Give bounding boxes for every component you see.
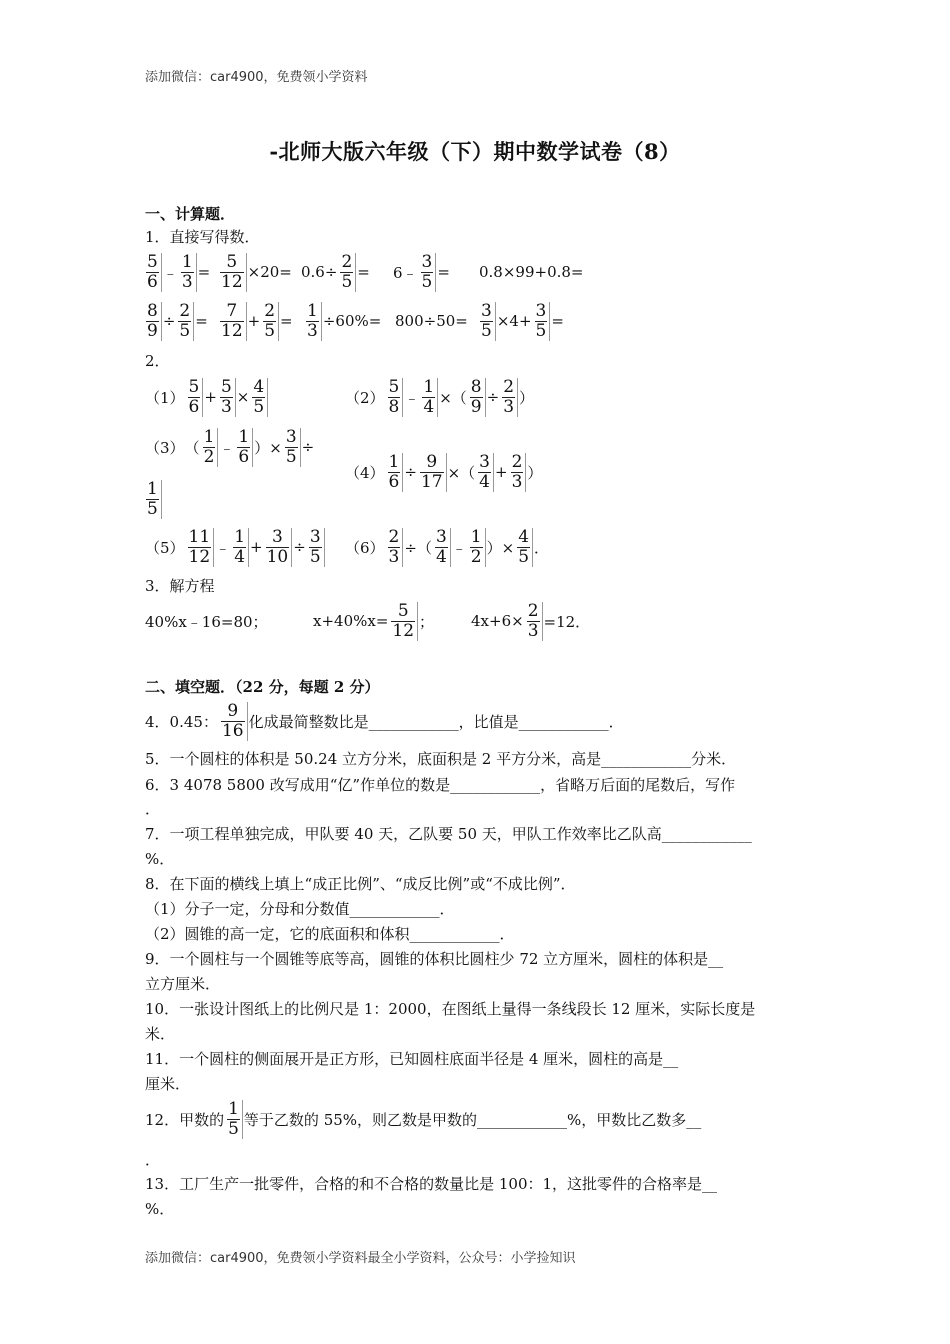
fraction-denominator: 5 bbox=[535, 320, 547, 341]
fraction-denominator: 5 bbox=[147, 498, 158, 519]
math-text: 6﹣ bbox=[393, 263, 418, 282]
section1-heading: 一、计算题． bbox=[145, 205, 236, 223]
fraction-denominator: 3 bbox=[220, 396, 232, 417]
fraction-denominator: 5 bbox=[309, 546, 321, 567]
fraction-denominator: 12 bbox=[221, 320, 243, 341]
q2-part2 bbox=[345, 374, 534, 420]
fraction-denominator: 4 bbox=[435, 546, 447, 567]
fraction-numerator: 1 bbox=[181, 251, 193, 272]
math-text: ×（ bbox=[447, 463, 476, 482]
math-text: ； bbox=[419, 612, 435, 631]
math-text: + bbox=[495, 463, 508, 481]
q1-expr bbox=[393, 253, 479, 292]
fraction-denominator: 3 bbox=[388, 546, 400, 567]
q2-part5 bbox=[145, 524, 326, 570]
fraction-numerator: 8 bbox=[470, 376, 482, 397]
math-text: = bbox=[357, 263, 370, 281]
fraction-denominator: 2 bbox=[470, 546, 482, 567]
fraction-numerator: 3 bbox=[479, 451, 490, 472]
math-text: 12．甲数的 bbox=[145, 1110, 225, 1129]
fraction-denominator: 5 bbox=[253, 396, 265, 417]
q5: 5．一个圆柱的体积是 50.24 立方分米，底面积是 2 平方分米，高是____________分米． bbox=[145, 750, 737, 768]
q7-line2: %． bbox=[145, 850, 175, 868]
math-text: ÷（ bbox=[404, 538, 432, 557]
q13-line2: %． bbox=[145, 1200, 175, 1218]
math-text: ） bbox=[527, 463, 543, 482]
fraction-denominator: 4 bbox=[234, 546, 246, 567]
q12 bbox=[145, 1096, 701, 1142]
fraction-numerator: 4 bbox=[518, 526, 530, 547]
fraction-numerator: 2 bbox=[503, 376, 515, 397]
fraction-numerator: 11 bbox=[188, 526, 211, 547]
fraction bbox=[144, 480, 162, 519]
fraction bbox=[386, 453, 404, 492]
fraction bbox=[186, 378, 204, 417]
fraction-denominator: 6 bbox=[188, 396, 200, 417]
math-text: ÷ bbox=[162, 312, 176, 330]
fraction-numerator: 2 bbox=[511, 451, 523, 472]
q7-line1: 7．一项工程单独完成，甲队要 40 天，乙队要 50 天，甲队工作效率比乙队高____________ bbox=[145, 825, 752, 843]
fraction-numerator: 3 bbox=[435, 526, 447, 547]
q3-eq3 bbox=[471, 602, 590, 641]
math-text: = bbox=[197, 263, 211, 281]
q10-line2: 米． bbox=[145, 1025, 176, 1043]
fraction-numerator: 3 bbox=[285, 426, 297, 447]
q2-part4 bbox=[345, 449, 542, 495]
math-text: ﹣ bbox=[162, 263, 178, 282]
fraction-numerator: 2 bbox=[341, 251, 353, 272]
fraction-denominator: 5 bbox=[264, 320, 276, 341]
fraction-denominator: 3 bbox=[181, 271, 193, 292]
fraction-numerator: 5 bbox=[220, 376, 232, 397]
fraction-denominator: 3 bbox=[503, 396, 515, 417]
q3-eq2 bbox=[313, 602, 471, 641]
math-text: =12． bbox=[543, 612, 591, 631]
math-text: ﹣ bbox=[451, 538, 467, 557]
q13-line1: 13．工厂生产一批零件，合格的和不合格的数量比是 100：1，这批零件的合格率是__ bbox=[145, 1175, 718, 1193]
fraction-numerator: 1 bbox=[147, 478, 158, 499]
math-text: ÷ bbox=[293, 538, 306, 556]
fraction bbox=[419, 253, 437, 292]
fraction bbox=[468, 378, 486, 417]
q6-line1: 6．3 4078 5800 改写成用“亿”作单位的数是____________，省略万后面的尾数后，写作 bbox=[145, 776, 736, 794]
math-text: = bbox=[437, 263, 450, 281]
q11-line1: 11．一个圆柱的侧面展开是正方形，已知圆柱底面半径是 4 厘米，圆柱的高是__ bbox=[145, 1050, 679, 1068]
fraction bbox=[264, 528, 293, 567]
math-text: × bbox=[236, 388, 250, 406]
q1-expr: 800÷50= bbox=[395, 312, 468, 330]
footer-text: 添加微信：car4900，免费领小学资料最全小学资料，公众号：小学捡知识 bbox=[145, 1251, 576, 1266]
q2-label: 2． bbox=[145, 352, 170, 370]
math-text: ． bbox=[534, 538, 550, 557]
fraction-numerator: 5 bbox=[388, 376, 400, 397]
fraction bbox=[144, 253, 162, 292]
fraction bbox=[478, 302, 496, 341]
fraction bbox=[338, 253, 356, 292]
fraction bbox=[304, 302, 322, 341]
q2-part3-continued bbox=[143, 476, 163, 522]
fraction-numerator: 2 bbox=[264, 300, 276, 321]
q2-part6 bbox=[345, 524, 549, 570]
fraction-numerator: 1 bbox=[234, 526, 246, 547]
q1-expr bbox=[301, 253, 393, 292]
fraction-numerator: 9 bbox=[227, 700, 239, 721]
math-text: + bbox=[204, 388, 217, 406]
fraction bbox=[179, 253, 197, 292]
fraction bbox=[201, 428, 219, 467]
q1-expr bbox=[477, 302, 564, 341]
fraction bbox=[418, 453, 447, 492]
fraction-numerator: 1 bbox=[203, 426, 215, 447]
q1-expr bbox=[303, 302, 395, 341]
math-text: ×（ bbox=[439, 388, 467, 407]
fraction-numerator: 5 bbox=[397, 600, 409, 621]
q1-expr: 0.8×99+0.8= bbox=[479, 263, 584, 281]
q2-part1 bbox=[145, 374, 269, 420]
fraction-denominator: 5 bbox=[481, 320, 492, 341]
fraction-denominator: 4 bbox=[479, 471, 490, 492]
fraction-numerator: 2 bbox=[527, 600, 539, 621]
math-text: （2） bbox=[345, 388, 385, 407]
q12-line2: ． bbox=[145, 1151, 161, 1169]
fraction-denominator: 4 bbox=[423, 396, 435, 417]
fraction bbox=[250, 378, 268, 417]
fraction-numerator: 1 bbox=[238, 426, 250, 447]
fraction bbox=[433, 528, 451, 567]
q3-label: 3．解方程 bbox=[145, 577, 215, 595]
math-text: ）× bbox=[254, 438, 282, 457]
fraction bbox=[231, 528, 249, 567]
fraction bbox=[386, 528, 404, 567]
fraction-numerator: 3 bbox=[481, 300, 492, 321]
math-text: ×20= bbox=[247, 263, 292, 281]
math-text: （ bbox=[184, 438, 200, 457]
math-text: = bbox=[551, 312, 564, 330]
math-text: 4．0.45： bbox=[145, 712, 218, 731]
fraction-denominator: 2 bbox=[203, 446, 215, 467]
fraction bbox=[218, 253, 247, 292]
fraction bbox=[218, 378, 236, 417]
math-text: ﹣ bbox=[404, 388, 420, 407]
q1-expr bbox=[217, 253, 301, 292]
q1-expr bbox=[143, 253, 215, 292]
fraction bbox=[515, 528, 533, 567]
math-text: ﹣ bbox=[215, 538, 231, 557]
math-text: x+40%x= bbox=[313, 612, 389, 630]
math-text: （6） bbox=[345, 538, 385, 557]
fraction bbox=[176, 302, 194, 341]
math-text: ） bbox=[519, 388, 535, 407]
fraction-denominator: 5 bbox=[179, 320, 191, 341]
math-text: ×4+ bbox=[496, 312, 532, 330]
fraction bbox=[509, 453, 527, 492]
fraction-numerator: 9 bbox=[426, 451, 438, 472]
fraction-numerator: 5 bbox=[226, 251, 238, 272]
math-text: （3） bbox=[145, 438, 185, 457]
q11-line2: 厘米． bbox=[145, 1075, 191, 1093]
fraction-numerator: 1 bbox=[470, 526, 482, 547]
fraction-denominator: 6 bbox=[238, 446, 250, 467]
fraction-numerator: 3 bbox=[309, 526, 321, 547]
q6-line2: ． bbox=[145, 800, 161, 818]
q9-line2: 立方厘米． bbox=[145, 975, 221, 993]
fraction-numerator: 1 bbox=[423, 376, 435, 397]
math-text: （4） bbox=[345, 463, 385, 482]
fraction bbox=[525, 602, 543, 641]
fraction-denominator: 3 bbox=[511, 471, 523, 492]
fraction-numerator: 2 bbox=[388, 526, 400, 547]
fraction bbox=[186, 528, 215, 567]
fraction-denominator: 12 bbox=[221, 271, 243, 292]
header-text: 添加微信：car4900，免费领小学资料 bbox=[145, 70, 368, 85]
math-text: 4x+6× bbox=[471, 612, 524, 630]
fraction-numerator: 5 bbox=[147, 251, 158, 272]
fraction-denominator: 5 bbox=[518, 546, 530, 567]
fraction-denominator: 12 bbox=[188, 546, 211, 567]
q1-row2 bbox=[143, 298, 564, 344]
fraction-denominator: 17 bbox=[420, 471, 443, 492]
fraction-numerator: 7 bbox=[226, 300, 238, 321]
fraction-numerator: 1 bbox=[388, 451, 400, 472]
math-text: ﹣ bbox=[219, 438, 235, 457]
q3-equations bbox=[145, 598, 590, 644]
fraction-denominator: 9 bbox=[147, 320, 158, 341]
fraction bbox=[389, 602, 418, 641]
fraction-numerator: 4 bbox=[253, 376, 265, 397]
fraction bbox=[468, 528, 486, 567]
math-text: + bbox=[250, 538, 263, 556]
fraction-denominator: 3 bbox=[527, 620, 539, 641]
fraction-numerator: 3 bbox=[535, 300, 547, 321]
fraction bbox=[500, 378, 518, 417]
fraction-denominator: 5 bbox=[228, 1118, 239, 1139]
math-text: + bbox=[247, 312, 261, 330]
fraction bbox=[476, 453, 494, 492]
fraction-numerator: 2 bbox=[179, 300, 191, 321]
fraction bbox=[219, 702, 248, 741]
fraction-denominator: 6 bbox=[147, 271, 158, 292]
q1-expr bbox=[143, 302, 217, 341]
fraction bbox=[218, 302, 247, 341]
fraction-denominator: 16 bbox=[221, 720, 244, 741]
fraction-denominator: 3 bbox=[307, 320, 318, 341]
fraction-denominator: 12 bbox=[392, 620, 415, 641]
math-text: ÷60%= bbox=[322, 312, 382, 330]
fraction-denominator: 5 bbox=[285, 446, 297, 467]
fraction bbox=[420, 378, 438, 417]
fraction-numerator: 5 bbox=[188, 376, 200, 397]
q4 bbox=[145, 699, 624, 743]
fraction bbox=[307, 528, 325, 567]
math-text: （1） bbox=[145, 388, 185, 407]
math-text: ÷ bbox=[301, 438, 315, 456]
fraction bbox=[235, 428, 253, 467]
math-text: ÷ bbox=[404, 463, 417, 481]
q1-expr bbox=[217, 302, 303, 341]
q1-row1 bbox=[143, 249, 584, 295]
fraction-numerator: 1 bbox=[307, 300, 318, 321]
q10-line1: 10．一张设计图纸上的比例尺是 1：2000，在图纸上量得一条线段长 12 厘米，实际长度是 bbox=[145, 1000, 756, 1018]
q9-line1: 9．一个圆柱与一个圆锥等底等高，圆锥的体积比圆柱少 72 立方厘米，圆柱的体积是__ bbox=[145, 950, 724, 968]
fraction-numerator: 8 bbox=[147, 300, 158, 321]
fraction bbox=[225, 1100, 243, 1139]
fraction-numerator: 1 bbox=[228, 1098, 239, 1119]
fraction-numerator: 3 bbox=[421, 251, 433, 272]
math-text: ÷ bbox=[486, 388, 500, 406]
page-title: -北师大版六年级（下）期中数学试卷（8） bbox=[269, 139, 681, 164]
math-text: （5） bbox=[145, 538, 185, 557]
math-text: = bbox=[280, 312, 293, 330]
section2-heading: 二、填空题．（22 分，每题 2 分） bbox=[145, 678, 380, 696]
fraction bbox=[533, 302, 551, 341]
fraction-denominator: 10 bbox=[266, 546, 289, 567]
q8-part2: （2）圆锥的高一定，它的底面积和体积____________． bbox=[145, 925, 515, 943]
q3-eq1: 40%x﹣16=80； bbox=[145, 612, 268, 631]
fraction-denominator: 9 bbox=[470, 396, 482, 417]
fraction-denominator: 6 bbox=[388, 471, 400, 492]
fraction-numerator: 3 bbox=[272, 526, 283, 547]
q1-label: 1．直接写得数． bbox=[145, 228, 260, 246]
fraction-denominator: 5 bbox=[421, 271, 433, 292]
math-text: ）× bbox=[486, 538, 515, 557]
math-text: 化成最简整数比是____________，比值是____________． bbox=[248, 712, 624, 731]
fraction bbox=[144, 302, 162, 341]
fraction bbox=[283, 428, 301, 467]
math-text: 0.6÷ bbox=[301, 263, 338, 281]
q2-part3 bbox=[145, 424, 314, 470]
math-text: 等于乙数的 55%，则乙数是甲数的____________%，甲数比乙数多__ bbox=[243, 1110, 702, 1129]
fraction bbox=[386, 378, 404, 417]
math-text: = bbox=[195, 312, 208, 330]
fraction-denominator: 8 bbox=[388, 396, 400, 417]
fraction-denominator: 5 bbox=[341, 271, 353, 292]
fraction bbox=[261, 302, 279, 341]
q8-part1: （1）分子一定，分母和分数值____________． bbox=[145, 900, 455, 918]
q8: 8．在下面的横线上填上“成正比例”、“成反比例”或“不成比例”． bbox=[145, 875, 576, 893]
